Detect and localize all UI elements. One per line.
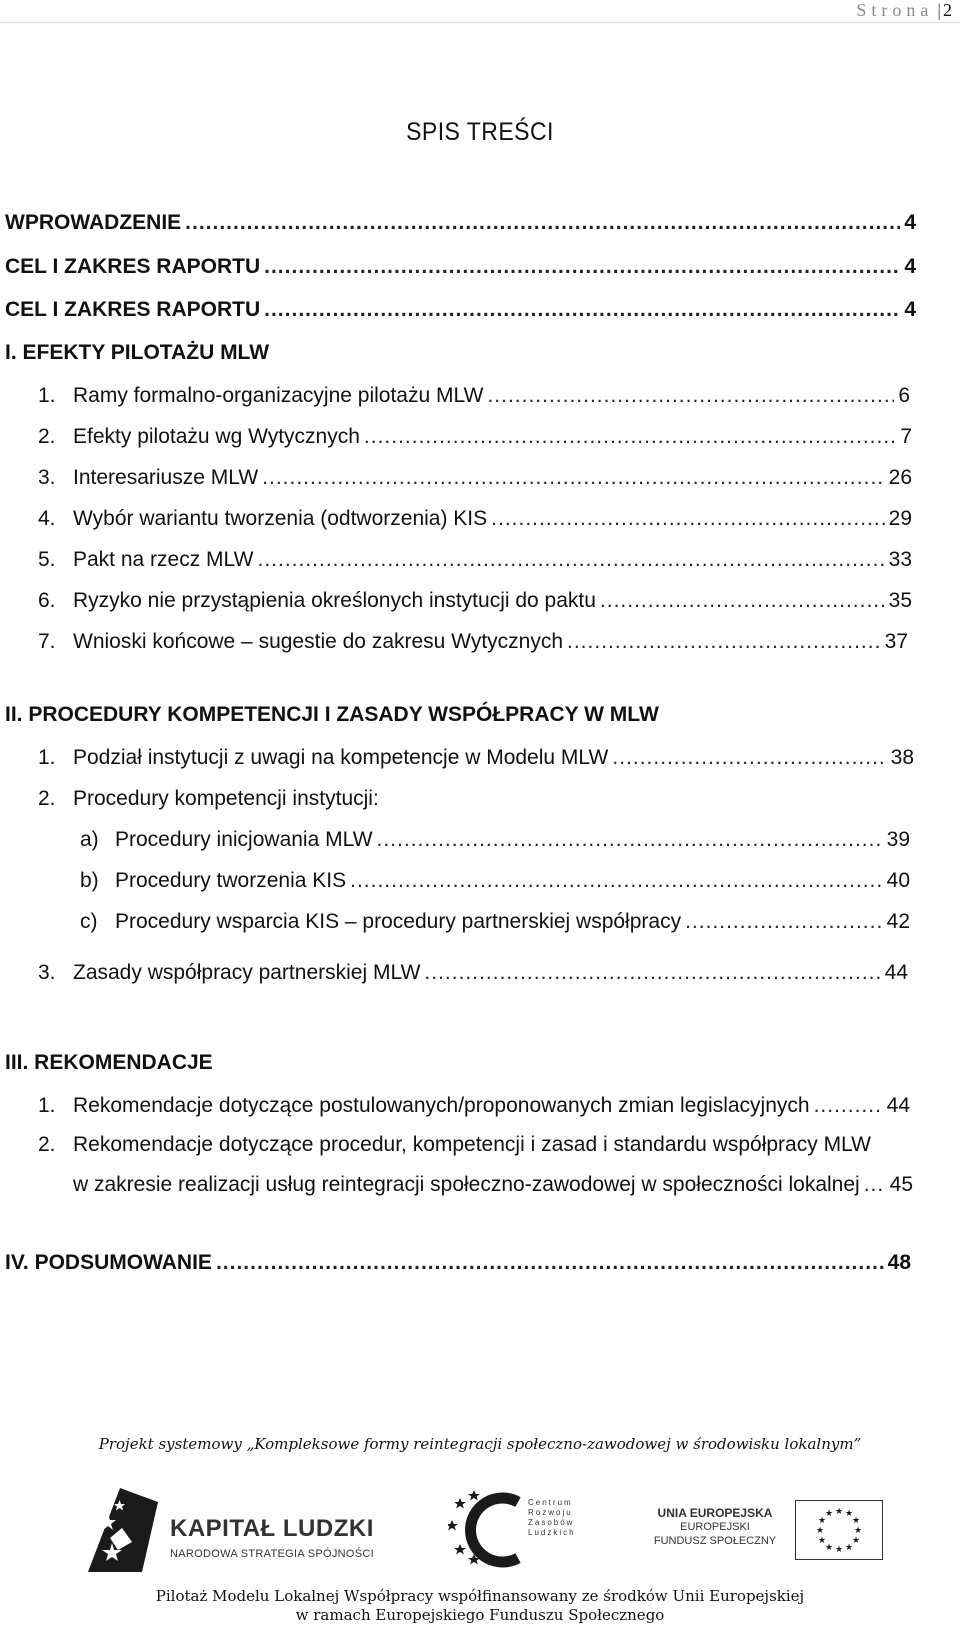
toc-item[interactable] — [38, 383, 910, 409]
page-label: Strona — [856, 0, 934, 20]
toc-item-label: Pakt na rzecz MLW — [73, 548, 254, 571]
toc-item-label: Efekty pilotażu wg Wytycznych — [73, 425, 360, 448]
toc-page-number: 37 — [884, 630, 908, 653]
toc-item-label: w zakresie realizacji usług reintegracji społeczno-zawodowej w społeczności lokalnej — [73, 1173, 860, 1196]
toc-leader — [814, 1093, 883, 1119]
toc-item[interactable] — [38, 506, 912, 532]
toc-item-number: 2. — [38, 787, 56, 810]
toc-leader — [185, 210, 900, 236]
page-number: 2 — [943, 0, 952, 20]
svg-text:★: ★ — [834, 1507, 844, 1517]
toc-leader — [377, 827, 883, 853]
ue-logo — [650, 1500, 890, 1570]
toc-entry-label: IV. PODSUMOWANIE — [5, 1251, 212, 1274]
toc-leader — [364, 424, 896, 450]
toc-leader — [685, 909, 883, 935]
toc-page-number: 6 — [898, 384, 910, 407]
toc-subitem-label: Procedury tworzenia KIS — [115, 869, 347, 892]
svg-text:★: ★ — [817, 1536, 827, 1546]
toc-subitem-letter: a) — [80, 828, 99, 851]
toc-page-number: 4 — [904, 255, 916, 278]
toc-item[interactable] — [38, 588, 912, 614]
toc-item-label: Procedury kompetencji instytucji: — [73, 787, 379, 810]
kapital-ludzki-emblem-icon — [80, 1480, 160, 1580]
toc-item[interactable] — [38, 745, 914, 771]
ue-text — [650, 1506, 780, 1548]
ue-line-1: UNIA EUROPEJSKA — [657, 1506, 773, 1520]
toc-subitem-letter: b) — [80, 869, 99, 892]
ue-line-2: EUROPEJSKI — [680, 1521, 750, 1533]
toc-page-number: 33 — [888, 548, 912, 571]
toc-subitem-letter: c) — [80, 910, 98, 933]
crzl-logo — [448, 1490, 588, 1570]
toc-leader — [258, 547, 885, 573]
section-heading-label: III. REKOMENDACJE — [5, 1051, 213, 1074]
page-separator: | — [937, 0, 941, 20]
toc-entry-label: CEL I ZAKRES RAPORTU — [5, 298, 261, 321]
toc-page-number: 4 — [904, 298, 916, 321]
toc-entry-label: WPROWADZENIE — [5, 211, 182, 234]
page-header — [0, 0, 960, 23]
toc-title: SPIS TREŚCI — [406, 118, 554, 146]
toc-page-number: 7 — [900, 425, 912, 448]
section-heading-label: I. EFEKTY PILOTAŻU MLW — [5, 341, 270, 364]
section-heading-label: II. PROCEDURY KOMPETENCJI I ZASADY WSPÓŁPRACY W MLW — [5, 703, 659, 726]
toc-item-number: 2. — [38, 425, 56, 448]
toc-page-number: 39 — [886, 828, 910, 851]
toc-page-number: 38 — [890, 746, 914, 769]
toc-leader — [262, 465, 884, 491]
cofinancing-line-1: Pilotaż Modelu Lokalnej Współpracy współfinansowany ze środków Unii Europejskiej — [155, 1587, 805, 1605]
toc-item-number: 1. — [38, 1094, 56, 1117]
toc-leader — [424, 960, 880, 986]
toc-subitem[interactable] — [80, 827, 910, 853]
kapital-ludzki-subtitle: NARODOWA STRATEGIA SPÓJNOŚCI — [170, 1548, 374, 1560]
toc-item-label: Ryzyko nie przystąpienia określonych instytucji do paktu — [73, 589, 596, 612]
toc-leader — [216, 1250, 884, 1276]
toc-page-number: 42 — [886, 910, 910, 933]
cofinancing-line-2: w ramach Europejskiego Funduszu Społecznego — [295, 1606, 665, 1624]
toc-item-number: 3. — [38, 466, 56, 489]
kapital-ludzki-logo — [80, 1480, 400, 1580]
toc-entry-goal[interactable] — [5, 254, 916, 280]
toc-item-continuation[interactable] — [73, 1172, 913, 1198]
toc-subitem[interactable] — [80, 868, 910, 894]
cofinancing-note — [0, 1587, 960, 1625]
crzl-emblem-icon — [448, 1490, 526, 1570]
svg-text:★: ★ — [824, 1543, 834, 1553]
toc-entry-label: CEL I ZAKRES RAPORTU — [5, 255, 261, 278]
footer-logos — [0, 1480, 960, 1590]
toc-item-number: 5. — [38, 548, 56, 571]
toc-page-number: 48 — [887, 1251, 911, 1274]
toc-page-number: 45 — [889, 1173, 913, 1196]
toc-leader — [264, 297, 900, 323]
toc-page-number: 44 — [886, 1094, 910, 1117]
toc-item-label: Wnioski końcowe – sugestie do zakresu Wytycznych — [73, 630, 564, 653]
toc-item-label: Ramy formalno-organizacyjne pilotażu MLW — [73, 384, 484, 407]
toc-item[interactable] — [38, 629, 908, 655]
toc-subitem[interactable] — [80, 909, 910, 935]
toc-page-number: 40 — [886, 869, 910, 892]
toc-page-number: 4 — [904, 211, 916, 234]
toc-page-number: 26 — [888, 466, 912, 489]
toc-leader — [491, 506, 884, 532]
svg-text:★: ★ — [824, 1509, 834, 1519]
toc-leader — [864, 1172, 886, 1198]
toc-page-number: 35 — [888, 589, 912, 612]
toc-entry-goal-duplicate[interactable] — [5, 297, 916, 323]
svg-text:★: ★ — [844, 1509, 854, 1519]
toc-item[interactable] — [38, 1132, 910, 1158]
toc-entry-summary[interactable] — [5, 1250, 911, 1276]
toc-item-label: Rekomendacje dotyczące procedur, kompetencji i zasad i standardu współpracy MLW — [73, 1133, 871, 1156]
svg-text:★: ★ — [817, 1516, 827, 1526]
toc-item-label: Podział instytucji z uwagi na kompetencje w Modelu MLW — [73, 746, 609, 769]
ue-line-3: FUNDUSZ SPOŁECZNY — [653, 1535, 777, 1547]
crzl-text: Centrum Rozwoju Zasobów Ludzkich — [528, 1498, 576, 1537]
page-number-label — [856, 0, 952, 21]
toc-item-label: Rekomendacje dotyczące postulowanych/proponowanych zmian legislacyjnych — [73, 1094, 810, 1117]
section-heading-2[interactable] — [5, 702, 916, 728]
svg-text:★: ★ — [815, 1526, 825, 1536]
section-heading-1[interactable] — [5, 340, 916, 366]
toc-page-number: 29 — [888, 507, 912, 530]
toc-leader — [264, 254, 900, 280]
toc-subitem-label: Procedury wsparcia KIS – procedury partnerskiej współpracy — [115, 910, 682, 933]
toc-item-number: 1. — [38, 384, 56, 407]
svg-text:★: ★ — [851, 1516, 861, 1526]
toc-leader — [350, 868, 883, 894]
svg-text:★: ★ — [844, 1543, 854, 1553]
toc-item[interactable] — [38, 786, 914, 812]
toc-leader — [487, 383, 894, 409]
toc-item[interactable] — [38, 960, 908, 986]
toc-item-number: 3. — [38, 961, 56, 984]
project-tagline: Projekt systemowy „Kompleksowe formy reintegracji społeczno-zawodowej w środowisku lokalnym” — [98, 1435, 862, 1453]
toc-item[interactable] — [38, 547, 912, 573]
toc-item-label: Wybór wariantu tworzenia (odtworzenia) KIS — [73, 507, 488, 530]
toc-item-number: 7. — [38, 630, 56, 653]
toc-item[interactable] — [38, 424, 912, 450]
eu-flag-icon — [795, 1500, 883, 1560]
toc-subitem-label: Procedury inicjowania MLW — [115, 828, 373, 851]
toc-item[interactable] — [38, 1093, 910, 1119]
toc-item-number: 6. — [38, 589, 56, 612]
section-heading-3[interactable] — [5, 1050, 916, 1076]
svg-text:★: ★ — [851, 1536, 861, 1546]
svg-text:★: ★ — [834, 1545, 844, 1555]
kapital-ludzki-title: KAPITAŁ LUDZKI — [170, 1515, 374, 1542]
toc-item-number: 1. — [38, 746, 56, 769]
toc-entry-intro[interactable] — [5, 210, 916, 236]
svg-text:★: ★ — [853, 1526, 863, 1536]
toc-leader — [600, 588, 885, 614]
toc-item[interactable] — [38, 465, 912, 491]
toc-item-number: 4. — [38, 507, 56, 530]
toc-item-label: Zasady współpracy partnerskiej MLW — [73, 961, 421, 984]
toc-item-label: Interesariusze MLW — [73, 466, 259, 489]
toc-item-number: 2. — [38, 1133, 56, 1156]
toc-leader — [567, 629, 881, 655]
toc-leader — [612, 745, 886, 771]
toc-page-number: 44 — [884, 961, 908, 984]
